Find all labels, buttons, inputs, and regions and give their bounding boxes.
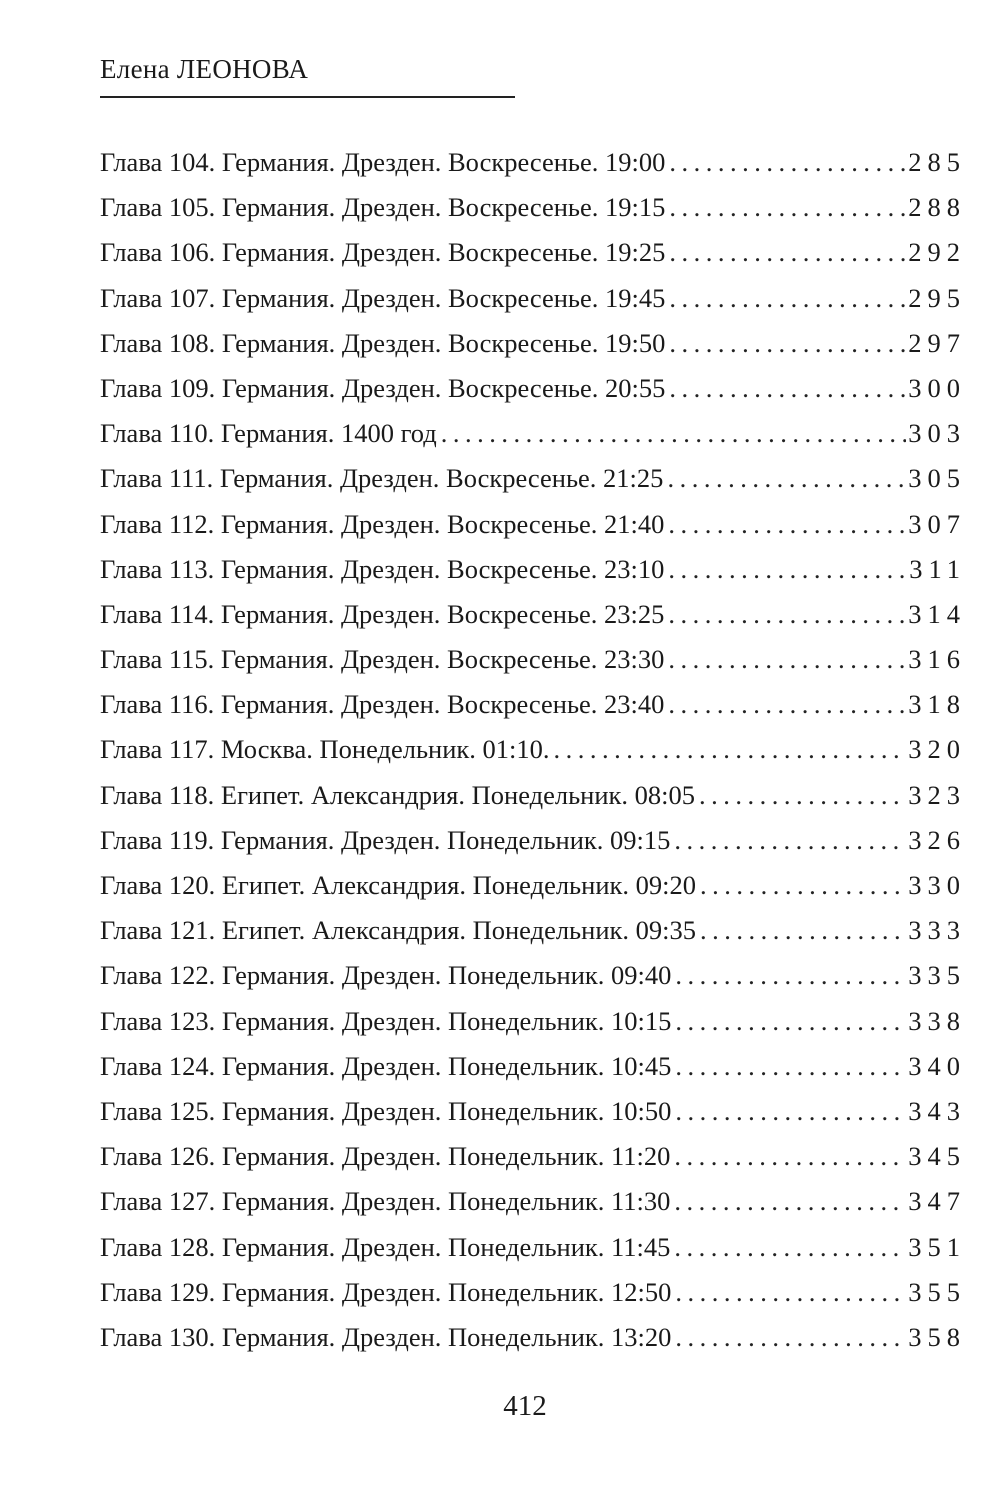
toc-entry-title: Глава 127. Германия. Дрезден. Понедельник. 11:30 [100, 1186, 671, 1217]
toc-entry-title: Глава 126. Германия. Дрезден. Понедельник. 11:20 [100, 1141, 671, 1172]
toc-entry-page: 318 [908, 689, 966, 720]
toc-entry-page: 343 [908, 1095, 966, 1126]
toc-entry-title: Глава 122. Германия. Дрезден. Понедельник. 09:40 [100, 960, 672, 991]
toc-dot-leader [668, 637, 906, 682]
toc-entry-title: Глава 107. Германия. Дрезден. Воскресенье. 19:45 [100, 282, 666, 313]
toc-entry [100, 1315, 966, 1360]
toc-entry [100, 1089, 966, 1134]
toc-entry-title: Глава 116. Германия. Дрезден. Воскресенье. 23:40 [100, 689, 665, 720]
toc-dot-leader [669, 276, 906, 321]
toc-entry-title: Глава 121. Египет. Александрия. Понедельник. 09:35 [100, 915, 696, 946]
toc-entry-title: Глава 105. Германия. Дрезден. Воскресенье. 19:15 [100, 192, 666, 223]
toc-entry-title: Глава 117. Москва. Понедельник. 01:10. [100, 734, 550, 765]
toc-dot-leader [668, 592, 906, 637]
toc-dot-leader [674, 818, 906, 863]
toc-entry [100, 276, 966, 321]
toc-entry-page: 340 [908, 1050, 966, 1081]
toc-dot-leader [674, 1225, 906, 1270]
toc-entry-page: 351 [908, 1231, 966, 1262]
toc-entry-page: 307 [908, 508, 966, 539]
toc-entry-title: Глава 118. Египет. Александрия. Понедельник. 08:05 [100, 779, 696, 810]
toc-dot-leader [675, 1270, 906, 1315]
toc-entry-title: Глава 123. Германия. Дрезден. Понедельник. 10:15 [100, 1005, 672, 1036]
toc-entry-page: 323 [908, 779, 966, 810]
toc-entry-page: 314 [908, 598, 966, 629]
toc-entry [100, 863, 966, 908]
toc-dot-leader [668, 547, 907, 592]
toc-entry-page: 335 [908, 960, 966, 991]
toc-entry-page: 300 [908, 372, 966, 403]
toc-dot-leader [669, 321, 906, 366]
table-of-contents [100, 140, 966, 1360]
toc-entry-page: 285 [908, 147, 966, 177]
toc-entry [100, 1270, 966, 1315]
toc-entry [100, 456, 966, 501]
toc-entry-page: 295 [908, 282, 966, 313]
toc-entry-page: 358 [908, 1321, 966, 1352]
toc-entry [100, 1044, 966, 1089]
toc-entry-page: 326 [908, 824, 966, 855]
toc-entry [100, 411, 966, 456]
toc-dot-leader [667, 456, 906, 501]
toc-dot-leader [554, 727, 907, 772]
toc-entry-title: Глава 125. Германия. Дрезден. Понедельник. 10:50 [100, 1095, 672, 1126]
toc-dot-leader [669, 230, 906, 275]
toc-entry-title: Глава 129. Германия. Дрезден. Понедельник. 12:50 [100, 1276, 672, 1307]
toc-entry-title: Глава 124. Германия. Дрезден. Понедельник. 10:45 [100, 1050, 672, 1081]
toc-entry [100, 953, 966, 998]
toc-entry [100, 773, 966, 818]
toc-dot-leader [669, 185, 906, 230]
toc-entry-title: Глава 112. Германия. Дрезден. Воскресенье. 21:40 [100, 508, 665, 539]
toc-dot-leader [675, 1089, 906, 1134]
header-rule [100, 96, 515, 98]
page-number: 412 [503, 1390, 547, 1422]
toc-entry [100, 637, 966, 682]
toc-dot-leader [674, 1179, 906, 1224]
toc-dot-leader [441, 411, 907, 456]
toc-entry-page: 338 [908, 1005, 966, 1036]
toc-dot-leader [669, 140, 906, 185]
toc-entry-page: 333 [908, 915, 966, 946]
toc-entry-page: 292 [908, 237, 966, 268]
toc-dot-leader [669, 366, 906, 411]
toc-entry-title: Глава 119. Германия. Дрезден. Понедельник. 09:15 [100, 824, 671, 855]
toc-entry [100, 1134, 966, 1179]
toc-entry-page: 316 [908, 644, 966, 675]
toc-entry-title: Глава 111. Германия. Дрезден. Воскресенье. 21:25 [100, 463, 664, 494]
toc-entry-page: 347 [908, 1186, 966, 1217]
toc-entry [100, 321, 966, 366]
toc-entry [100, 1179, 966, 1224]
toc-entry-title: Глава 109. Германия. Дрезден. Воскресенье. 20:55 [100, 372, 666, 403]
toc-entry-page: 311 [909, 553, 966, 584]
toc-entry-page: 330 [908, 870, 966, 900]
toc-entry-title: Глава 110. Германия. 1400 год [100, 418, 437, 449]
toc-entry-title: Глава 104. Германия. Дрезден. Воскресенье. 19:00 [100, 147, 666, 177]
toc-entry [100, 366, 966, 411]
toc-dot-leader [675, 999, 906, 1044]
toc-entry-page: 320 [908, 734, 966, 765]
toc-entry [100, 1225, 966, 1270]
toc-entry-title: Глава 115. Германия. Дрезден. Воскресенье. 23:30 [100, 644, 665, 675]
toc-dot-leader [700, 863, 906, 908]
toc-entry-page: 303 [908, 418, 966, 449]
toc-dot-leader [675, 1044, 906, 1089]
running-header [100, 52, 515, 98]
toc-dot-leader [699, 773, 906, 818]
toc-entry-page: 297 [908, 327, 966, 358]
toc-entry-page: 288 [908, 192, 966, 223]
toc-entry [100, 908, 966, 953]
toc-dot-leader [675, 1315, 906, 1360]
toc-entry [100, 140, 966, 185]
toc-entry-title: Глава 113. Германия. Дрезден. Воскресенье. 23:10 [100, 553, 665, 584]
toc-entry-page: 345 [908, 1141, 966, 1172]
toc-dot-leader [668, 682, 906, 727]
toc-dot-leader [668, 502, 906, 547]
toc-dot-leader [674, 1134, 906, 1179]
toc-entry-page: 355 [908, 1276, 966, 1307]
toc-entry-title: Глава 114. Германия. Дрезден. Воскресенье. 23:25 [100, 598, 665, 629]
toc-entry-title: Глава 106. Германия. Дрезден. Воскресенье. 19:25 [100, 237, 666, 268]
toc-entry [100, 999, 966, 1044]
toc-entry-title: Глава 120. Египет. Александрия. Понедельник. 09:20 [100, 870, 696, 900]
toc-entry-page: 305 [908, 463, 966, 494]
toc-entry [100, 547, 966, 592]
toc-entry [100, 185, 966, 230]
toc-entry-title: Глава 130. Германия. Дрезден. Понедельник. 13:20 [100, 1321, 672, 1352]
toc-entry [100, 727, 966, 772]
toc-entry [100, 502, 966, 547]
toc-dot-leader [700, 908, 906, 953]
toc-entry-title: Глава 108. Германия. Дрезден. Воскресенье. 19:50 [100, 327, 666, 358]
running-head-text: Елена ЛЕОНОВА [100, 54, 309, 84]
toc-entry [100, 592, 966, 637]
toc-entry [100, 682, 966, 727]
toc-entry [100, 230, 966, 275]
toc-entry-title: Глава 128. Германия. Дрезден. Понедельник. 11:45 [100, 1231, 671, 1262]
toc-entry [100, 818, 966, 863]
toc-dot-leader [675, 953, 906, 998]
